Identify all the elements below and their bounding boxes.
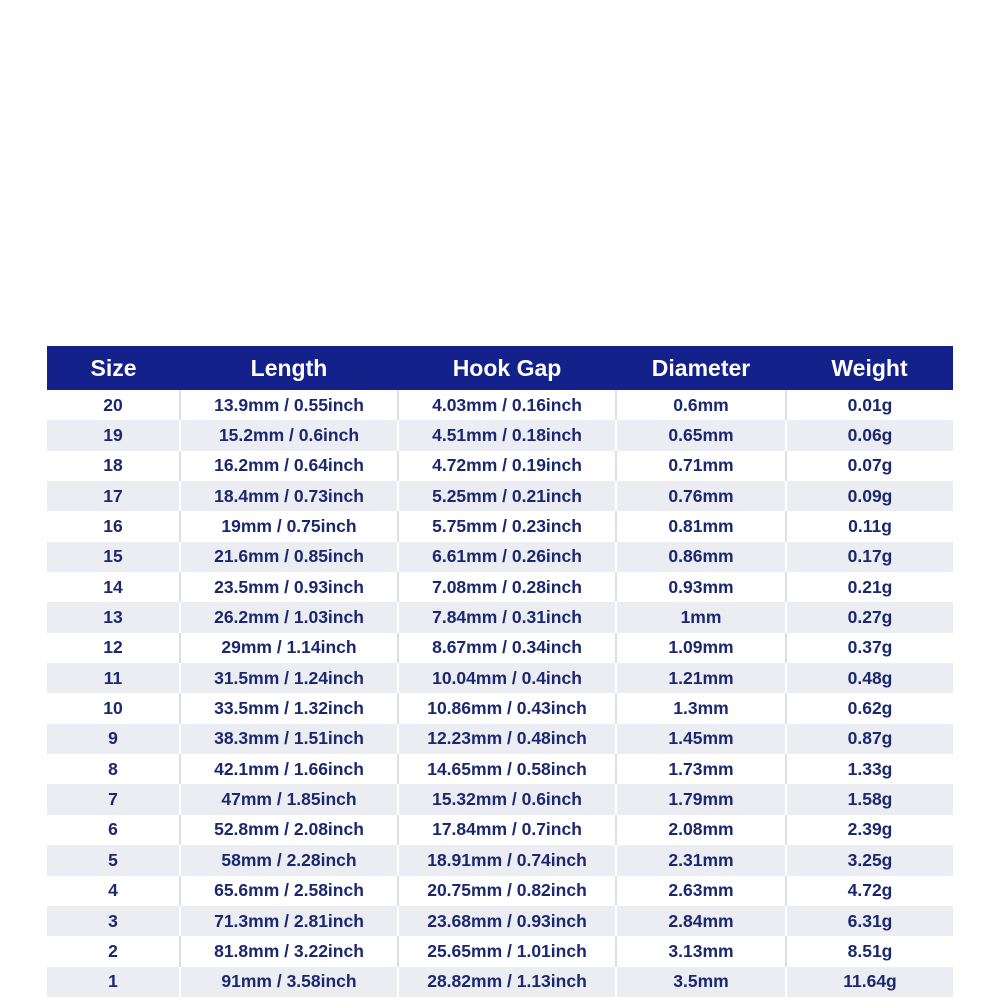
cell-length: 81.8mm / 3.22inch (180, 936, 398, 966)
cell-diameter: 1.45mm (616, 724, 786, 754)
cell-length: 29mm / 1.14inch (180, 633, 398, 663)
cell-size: 17 (47, 481, 180, 511)
table-row (47, 572, 953, 602)
cell-size: 7 (47, 784, 180, 814)
cell-diameter: 0.93mm (616, 572, 786, 602)
cell-weight: 0.17g (786, 542, 953, 572)
cell-hook-gap: 6.61mm / 0.26inch (398, 542, 616, 572)
table-header (47, 346, 953, 390)
cell-diameter: 0.6mm (616, 390, 786, 420)
table-row (47, 481, 953, 511)
cell-length: 18.4mm / 0.73inch (180, 481, 398, 511)
header-size: Size (47, 346, 180, 390)
cell-weight: 0.62g (786, 693, 953, 723)
cell-weight: 3.25g (786, 845, 953, 875)
cell-hook-gap: 28.82mm / 1.13inch (398, 967, 616, 997)
cell-diameter: 0.65mm (616, 420, 786, 450)
cell-weight: 11.64g (786, 967, 953, 997)
cell-diameter: 0.81mm (616, 511, 786, 541)
cell-length: 33.5mm / 1.32inch (180, 693, 398, 723)
cell-hook-gap: 23.68mm / 0.93inch (398, 906, 616, 936)
cell-diameter: 1.79mm (616, 784, 786, 814)
cell-hook-gap: 4.03mm / 0.16inch (398, 390, 616, 420)
cell-weight: 0.01g (786, 390, 953, 420)
header-weight: Weight (786, 346, 953, 390)
table-row (47, 876, 953, 906)
cell-weight: 8.51g (786, 936, 953, 966)
cell-diameter: 3.5mm (616, 967, 786, 997)
cell-size: 14 (47, 572, 180, 602)
cell-hook-gap: 14.65mm / 0.58inch (398, 754, 616, 784)
cell-hook-gap: 18.91mm / 0.74inch (398, 845, 616, 875)
cell-hook-gap: 7.08mm / 0.28inch (398, 572, 616, 602)
cell-diameter: 1.73mm (616, 754, 786, 784)
cell-diameter: 2.08mm (616, 815, 786, 845)
table-row (47, 663, 953, 693)
cell-size: 4 (47, 876, 180, 906)
cell-weight: 0.11g (786, 511, 953, 541)
cell-diameter: 2.63mm (616, 876, 786, 906)
cell-length: 71.3mm / 2.81inch (180, 906, 398, 936)
cell-length: 15.2mm / 0.6inch (180, 420, 398, 450)
table-row (47, 451, 953, 481)
cell-weight: 1.33g (786, 754, 953, 784)
table-row (47, 724, 953, 754)
cell-weight: 6.31g (786, 906, 953, 936)
cell-weight: 0.09g (786, 481, 953, 511)
table-body (47, 390, 953, 997)
table-row (47, 815, 953, 845)
table-row (47, 845, 953, 875)
cell-length: 91mm / 3.58inch (180, 967, 398, 997)
cell-hook-gap: 5.25mm / 0.21inch (398, 481, 616, 511)
cell-diameter: 1.21mm (616, 663, 786, 693)
cell-length: 47mm / 1.85inch (180, 784, 398, 814)
cell-hook-gap: 5.75mm / 0.23inch (398, 511, 616, 541)
cell-size: 18 (47, 451, 180, 481)
cell-weight: 0.37g (786, 633, 953, 663)
cell-hook-gap: 8.67mm / 0.34inch (398, 633, 616, 663)
cell-size: 1 (47, 967, 180, 997)
cell-size: 2 (47, 936, 180, 966)
header-diameter: Diameter (616, 346, 786, 390)
header-length: Length (180, 346, 398, 390)
table-row (47, 967, 953, 997)
cell-length: 21.6mm / 0.85inch (180, 542, 398, 572)
cell-size: 20 (47, 390, 180, 420)
cell-size: 6 (47, 815, 180, 845)
cell-size: 16 (47, 511, 180, 541)
table-row (47, 542, 953, 572)
cell-length: 31.5mm / 1.24inch (180, 663, 398, 693)
cell-hook-gap: 17.84mm / 0.7inch (398, 815, 616, 845)
header-hook-gap: Hook Gap (398, 346, 616, 390)
cell-diameter: 0.76mm (616, 481, 786, 511)
cell-diameter: 0.86mm (616, 542, 786, 572)
cell-length: 65.6mm / 2.58inch (180, 876, 398, 906)
table-row (47, 602, 953, 632)
cell-weight: 0.48g (786, 663, 953, 693)
cell-hook-gap: 4.51mm / 0.18inch (398, 420, 616, 450)
cell-length: 23.5mm / 0.93inch (180, 572, 398, 602)
cell-size: 9 (47, 724, 180, 754)
cell-hook-gap: 4.72mm / 0.19inch (398, 451, 616, 481)
table-row (47, 784, 953, 814)
cell-hook-gap: 7.84mm / 0.31inch (398, 602, 616, 632)
cell-length: 26.2mm / 1.03inch (180, 602, 398, 632)
cell-size: 8 (47, 754, 180, 784)
table-row (47, 511, 953, 541)
hook-size-table-container (47, 346, 953, 997)
cell-weight: 0.21g (786, 572, 953, 602)
cell-size: 13 (47, 602, 180, 632)
cell-size: 15 (47, 542, 180, 572)
table-row (47, 906, 953, 936)
table-row (47, 936, 953, 966)
cell-hook-gap: 12.23mm / 0.48inch (398, 724, 616, 754)
cell-size: 12 (47, 633, 180, 663)
cell-size: 5 (47, 845, 180, 875)
cell-diameter: 3.13mm (616, 936, 786, 966)
table-row (47, 633, 953, 663)
cell-weight: 4.72g (786, 876, 953, 906)
cell-diameter: 2.31mm (616, 845, 786, 875)
cell-hook-gap: 15.32mm / 0.6inch (398, 784, 616, 814)
cell-weight: 0.27g (786, 602, 953, 632)
cell-weight: 0.07g (786, 451, 953, 481)
cell-length: 38.3mm / 1.51inch (180, 724, 398, 754)
cell-length: 13.9mm / 0.55inch (180, 390, 398, 420)
cell-length: 42.1mm / 1.66inch (180, 754, 398, 784)
cell-diameter: 1.3mm (616, 693, 786, 723)
cell-weight: 0.87g (786, 724, 953, 754)
table-row (47, 390, 953, 420)
cell-diameter: 0.71mm (616, 451, 786, 481)
cell-length: 52.8mm / 2.08inch (180, 815, 398, 845)
cell-diameter: 2.84mm (616, 906, 786, 936)
cell-length: 19mm / 0.75inch (180, 511, 398, 541)
cell-size: 11 (47, 663, 180, 693)
cell-size: 19 (47, 420, 180, 450)
cell-weight: 0.06g (786, 420, 953, 450)
header-row (47, 346, 953, 390)
cell-weight: 2.39g (786, 815, 953, 845)
cell-length: 58mm / 2.28inch (180, 845, 398, 875)
cell-size: 3 (47, 906, 180, 936)
table-row (47, 693, 953, 723)
cell-hook-gap: 10.04mm / 0.4inch (398, 663, 616, 693)
cell-hook-gap: 25.65mm / 1.01inch (398, 936, 616, 966)
table-row (47, 420, 953, 450)
table-row (47, 754, 953, 784)
cell-diameter: 1.09mm (616, 633, 786, 663)
cell-weight: 1.58g (786, 784, 953, 814)
hook-size-table (47, 346, 953, 997)
cell-diameter: 1mm (616, 602, 786, 632)
cell-size: 10 (47, 693, 180, 723)
cell-hook-gap: 20.75mm / 0.82inch (398, 876, 616, 906)
cell-hook-gap: 10.86mm / 0.43inch (398, 693, 616, 723)
cell-length: 16.2mm / 0.64inch (180, 451, 398, 481)
